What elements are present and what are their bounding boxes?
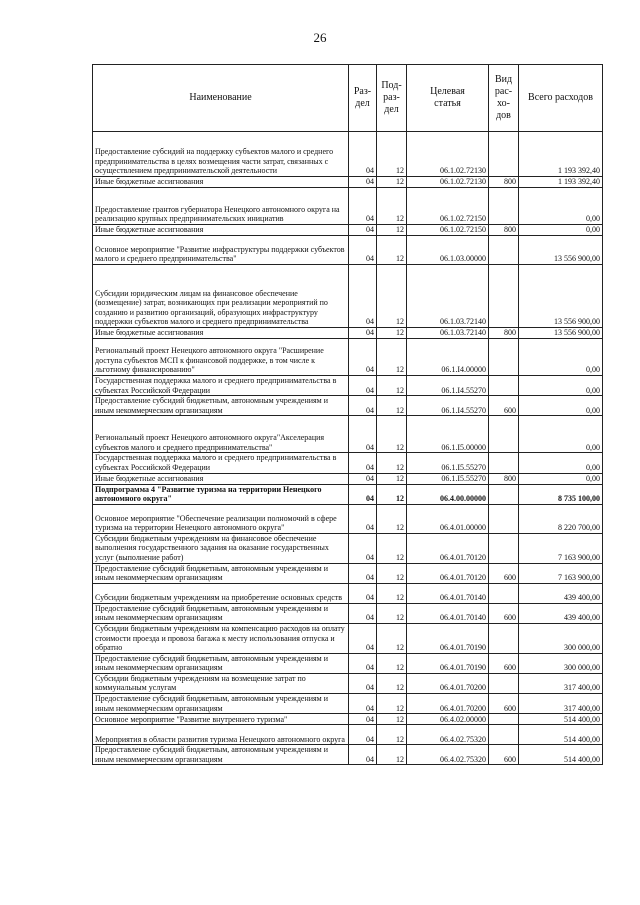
- row-total: 439 400,00: [519, 583, 603, 603]
- row-target-article: 06.1.03.72140: [407, 265, 489, 328]
- row-section: 04: [349, 453, 377, 473]
- row-name: Предоставление субсидий бюджетным, автономным учреждениям и иным некоммерческим организациям: [93, 653, 349, 673]
- row-total: 514 400,00: [519, 714, 603, 725]
- row-total: 317 400,00: [519, 673, 603, 693]
- row-total: 7 163 900,00: [519, 533, 603, 563]
- row-subsection: 12: [377, 603, 407, 623]
- row-name: Иные бюджетные ассигнования: [93, 225, 349, 236]
- row-subsection: 12: [377, 563, 407, 583]
- row-total: 514 400,00: [519, 725, 603, 745]
- table-row: [93, 623, 603, 653]
- row-total: 0,00: [519, 453, 603, 473]
- row-expense-type: [489, 453, 519, 473]
- table-row: [93, 725, 603, 745]
- row-expense-type: [489, 623, 519, 653]
- row-expense-type: [489, 339, 519, 376]
- row-subsection: 12: [377, 265, 407, 328]
- row-section: 04: [349, 376, 377, 396]
- row-target-article: 06.1.I4.55270: [407, 396, 489, 416]
- row-name: Предоставление субсидий на поддержку субъектов малого и среднего предпринимательства в целях возмещения части затрат, связанных с осуществлением предпринимательской деятельности: [93, 132, 349, 177]
- row-name: Субсидии бюджетным учреждениям на финансовое обеспечение выполнения государственного задания на оказание государственных услуг (выполнение работ): [93, 533, 349, 563]
- table-row: [93, 653, 603, 673]
- table-row: [93, 188, 603, 225]
- row-total: 300 000,00: [519, 653, 603, 673]
- row-name: Предоставление субсидий бюджетным, автономным учреждениям и иным некоммерческим организациям: [93, 603, 349, 623]
- row-target-article: 06.4.01.70140: [407, 603, 489, 623]
- row-target-article: 06.1.I5.55270: [407, 453, 489, 473]
- table-row: [93, 328, 603, 339]
- row-expense-type: [489, 376, 519, 396]
- row-subsection: 12: [377, 745, 407, 765]
- table-row: [93, 714, 603, 725]
- row-expense-type: [489, 236, 519, 265]
- row-target-article: 06.1.I5.55270: [407, 473, 489, 484]
- row-total: 7 163 900,00: [519, 563, 603, 583]
- row-subsection: 12: [377, 177, 407, 188]
- row-subsection: 12: [377, 484, 407, 504]
- row-expense-type: [489, 188, 519, 225]
- row-subsection: 12: [377, 694, 407, 714]
- row-section: 04: [349, 177, 377, 188]
- row-section: 04: [349, 533, 377, 563]
- row-target-article: 06.4.01.70120: [407, 533, 489, 563]
- row-section: 04: [349, 473, 377, 484]
- row-section: 04: [349, 653, 377, 673]
- row-subsection: 12: [377, 673, 407, 693]
- row-target-article: 06.4.01.70200: [407, 694, 489, 714]
- row-section: 04: [349, 396, 377, 416]
- header-name: Наименование: [93, 65, 349, 132]
- row-subsection: 12: [377, 328, 407, 339]
- row-total: 0,00: [519, 473, 603, 484]
- row-name: Государственная поддержка малого и среднего предпринимательства в субъектах Российской Федерации: [93, 376, 349, 396]
- row-name: Субсидии бюджетным учреждениям на приобретение основных средств: [93, 583, 349, 603]
- row-section: 04: [349, 714, 377, 725]
- row-name: Основное мероприятие "Развитие внутреннего туризма": [93, 714, 349, 725]
- row-target-article: 06.4.01.70190: [407, 623, 489, 653]
- header-section: Раз- дел: [349, 65, 377, 132]
- row-target-article: 06.4.02.00000: [407, 714, 489, 725]
- row-expense-type: [489, 416, 519, 453]
- table-row: [93, 225, 603, 236]
- row-target-article: 06.1.03.72140: [407, 328, 489, 339]
- row-section: 04: [349, 603, 377, 623]
- row-expense-type: 600: [489, 653, 519, 673]
- row-expense-type: [489, 484, 519, 504]
- row-name: Иные бюджетные ассигнования: [93, 473, 349, 484]
- row-target-article: 06.1.02.72130: [407, 177, 489, 188]
- row-subsection: 12: [377, 188, 407, 225]
- row-name: Субсидии бюджетным учреждениям на компенсацию расходов на оплату стоимости проезда и провоза багажа к месту использования отпуска и обратно: [93, 623, 349, 653]
- row-expense-type: 600: [489, 694, 519, 714]
- row-expense-type: 600: [489, 745, 519, 765]
- row-total: 317 400,00: [519, 694, 603, 714]
- row-subsection: 12: [377, 453, 407, 473]
- table-row: [93, 416, 603, 453]
- row-section: 04: [349, 416, 377, 453]
- row-total: 8 735 100,00: [519, 484, 603, 504]
- row-section: 04: [349, 339, 377, 376]
- row-total: 1 193 392,40: [519, 132, 603, 177]
- row-subsection: 12: [377, 339, 407, 376]
- row-section: 04: [349, 725, 377, 745]
- row-name: Предоставление субсидий бюджетным, автономным учреждениям и иным некоммерческим организациям: [93, 563, 349, 583]
- row-name: Субсидии юридическим лицам на финансовое обеспечение (возмещение) затрат, возникающих при реализации мероприятий по созданию и развитию организаций, образующих инфраструктуру поддержки субъектов малого и среднего предпринимательства: [93, 265, 349, 328]
- row-expense-type: 600: [489, 396, 519, 416]
- table-row: [93, 236, 603, 265]
- row-subsection: 12: [377, 396, 407, 416]
- row-name: Иные бюджетные ассигнования: [93, 177, 349, 188]
- table-row: [93, 339, 603, 376]
- table-row: [93, 453, 603, 473]
- row-name: Предоставление субсидий бюджетным, автономным учреждениям и иным некоммерческим организациям: [93, 745, 349, 765]
- row-expense-type: [489, 714, 519, 725]
- row-total: 0,00: [519, 339, 603, 376]
- row-name: Региональный проект Ненецкого автономного округа "Расширение доступа субъектов МСП к финансовой поддержке, в том числе к льготному финансированию": [93, 339, 349, 376]
- row-subsection: 12: [377, 376, 407, 396]
- row-section: 04: [349, 188, 377, 225]
- row-name: Государственная поддержка малого и среднего предпринимательства в субъектах Российской Федерации: [93, 453, 349, 473]
- row-total: 0,00: [519, 376, 603, 396]
- row-section: 04: [349, 504, 377, 533]
- row-expense-type: 600: [489, 563, 519, 583]
- row-target-article: 06.1.02.72130: [407, 132, 489, 177]
- table-row: [93, 132, 603, 177]
- row-total: 0,00: [519, 396, 603, 416]
- table-row: [93, 376, 603, 396]
- row-subsection: 12: [377, 725, 407, 745]
- row-total: 13 556 900,00: [519, 328, 603, 339]
- header-total: Всего расходов: [519, 65, 603, 132]
- row-name: Основное мероприятие "Обеспечение реализации полномочий в сфере туризма на территории Ненецкого автономного округа": [93, 504, 349, 533]
- row-target-article: 06.4.01.70200: [407, 673, 489, 693]
- row-total: 0,00: [519, 225, 603, 236]
- table-row: [93, 473, 603, 484]
- table-row: [93, 583, 603, 603]
- row-subsection: 12: [377, 225, 407, 236]
- row-subsection: 12: [377, 416, 407, 453]
- row-name: Предоставление субсидий бюджетным, автономным учреждениям и иным некоммерческим организациям: [93, 694, 349, 714]
- row-name: Основное мероприятие "Развитие инфраструктуры поддержки субъектов малого и среднего предпринимательства": [93, 236, 349, 265]
- row-subsection: 12: [377, 533, 407, 563]
- row-expense-type: [489, 583, 519, 603]
- row-target-article: 06.4.00.00000: [407, 484, 489, 504]
- row-target-article: 06.1.I5.00000: [407, 416, 489, 453]
- table-row: [93, 694, 603, 714]
- header-target-article: Целевая статья: [407, 65, 489, 132]
- table-row: [93, 265, 603, 328]
- row-subsection: 12: [377, 583, 407, 603]
- row-section: 04: [349, 745, 377, 765]
- row-target-article: 06.4.01.00000: [407, 504, 489, 533]
- row-target-article: 06.4.01.70140: [407, 583, 489, 603]
- row-subsection: 12: [377, 236, 407, 265]
- page-number: 26: [313, 30, 327, 45]
- table-row: [93, 533, 603, 563]
- row-expense-type: [489, 132, 519, 177]
- row-section: 04: [349, 328, 377, 339]
- header-subsection: Под- раз- дел: [377, 65, 407, 132]
- table-row: [93, 504, 603, 533]
- row-target-article: 06.4.02.75320: [407, 745, 489, 765]
- row-name: Региональный проект Ненецкого автономного округа"Акселерация субъектов малого и среднего предпринимательства": [93, 416, 349, 453]
- row-expense-type: 800: [489, 473, 519, 484]
- table-body: [93, 132, 603, 765]
- row-total: 0,00: [519, 416, 603, 453]
- header-expense-type: Вид рас- хо- дов: [489, 65, 519, 132]
- row-total: 13 556 900,00: [519, 265, 603, 328]
- row-section: 04: [349, 673, 377, 693]
- row-target-article: 06.1.02.72150: [407, 225, 489, 236]
- row-target-article: 06.1.I4.00000: [407, 339, 489, 376]
- row-total: 0,00: [519, 188, 603, 225]
- row-expense-type: [489, 673, 519, 693]
- row-section: 04: [349, 484, 377, 504]
- table-row: [93, 603, 603, 623]
- table-header-row: [93, 65, 603, 132]
- row-total: 13 556 900,00: [519, 236, 603, 265]
- row-expense-type: 600: [489, 603, 519, 623]
- table-row: [93, 563, 603, 583]
- row-subsection: 12: [377, 623, 407, 653]
- row-expense-type: [489, 533, 519, 563]
- row-target-article: 06.1.I4.55270: [407, 376, 489, 396]
- expenditure-table: [92, 64, 603, 765]
- row-target-article: 06.1.03.00000: [407, 236, 489, 265]
- row-target-article: 06.4.01.70190: [407, 653, 489, 673]
- table-row: [93, 177, 603, 188]
- row-name: Субсидии бюджетным учреждениям на возмещение затрат по коммунальным услугам: [93, 673, 349, 693]
- row-name: Предоставление грантов губернатора Ненецкого автономного округа на реализацию крупных предпринимательских инициатив: [93, 188, 349, 225]
- row-expense-type: 800: [489, 328, 519, 339]
- row-name: Иные бюджетные ассигнования: [93, 328, 349, 339]
- row-total: 439 400,00: [519, 603, 603, 623]
- row-subsection: 12: [377, 504, 407, 533]
- row-subsection: 12: [377, 653, 407, 673]
- row-target-article: 06.1.02.72150: [407, 188, 489, 225]
- row-section: 04: [349, 563, 377, 583]
- row-total: 514 400,00: [519, 745, 603, 765]
- row-expense-type: [489, 265, 519, 328]
- table-row: [93, 396, 603, 416]
- table-row: [93, 484, 603, 504]
- row-total: 8 220 700,00: [519, 504, 603, 533]
- row-section: 04: [349, 694, 377, 714]
- row-section: 04: [349, 225, 377, 236]
- row-expense-type: [489, 504, 519, 533]
- row-subsection: 12: [377, 132, 407, 177]
- table-row: [93, 673, 603, 693]
- row-name: Подпрограмма 4 "Развитие туризма на территории Ненецкого автономного округа": [93, 484, 349, 504]
- row-name: Мероприятия в области развития туризма Ненецкого автономного округа: [93, 725, 349, 745]
- row-target-article: 06.4.01.70120: [407, 563, 489, 583]
- row-section: 04: [349, 623, 377, 653]
- row-target-article: 06.4.02.75320: [407, 725, 489, 745]
- row-expense-type: 800: [489, 177, 519, 188]
- row-section: 04: [349, 265, 377, 328]
- row-name: Предоставление субсидий бюджетным, автономным учреждениям и иным некоммерческим организациям: [93, 396, 349, 416]
- row-subsection: 12: [377, 473, 407, 484]
- row-expense-type: 800: [489, 225, 519, 236]
- row-total: 300 000,00: [519, 623, 603, 653]
- row-total: 1 193 392,40: [519, 177, 603, 188]
- table-row: [93, 745, 603, 765]
- row-section: 04: [349, 583, 377, 603]
- row-expense-type: [489, 725, 519, 745]
- row-section: 04: [349, 236, 377, 265]
- row-subsection: 12: [377, 714, 407, 725]
- row-section: 04: [349, 132, 377, 177]
